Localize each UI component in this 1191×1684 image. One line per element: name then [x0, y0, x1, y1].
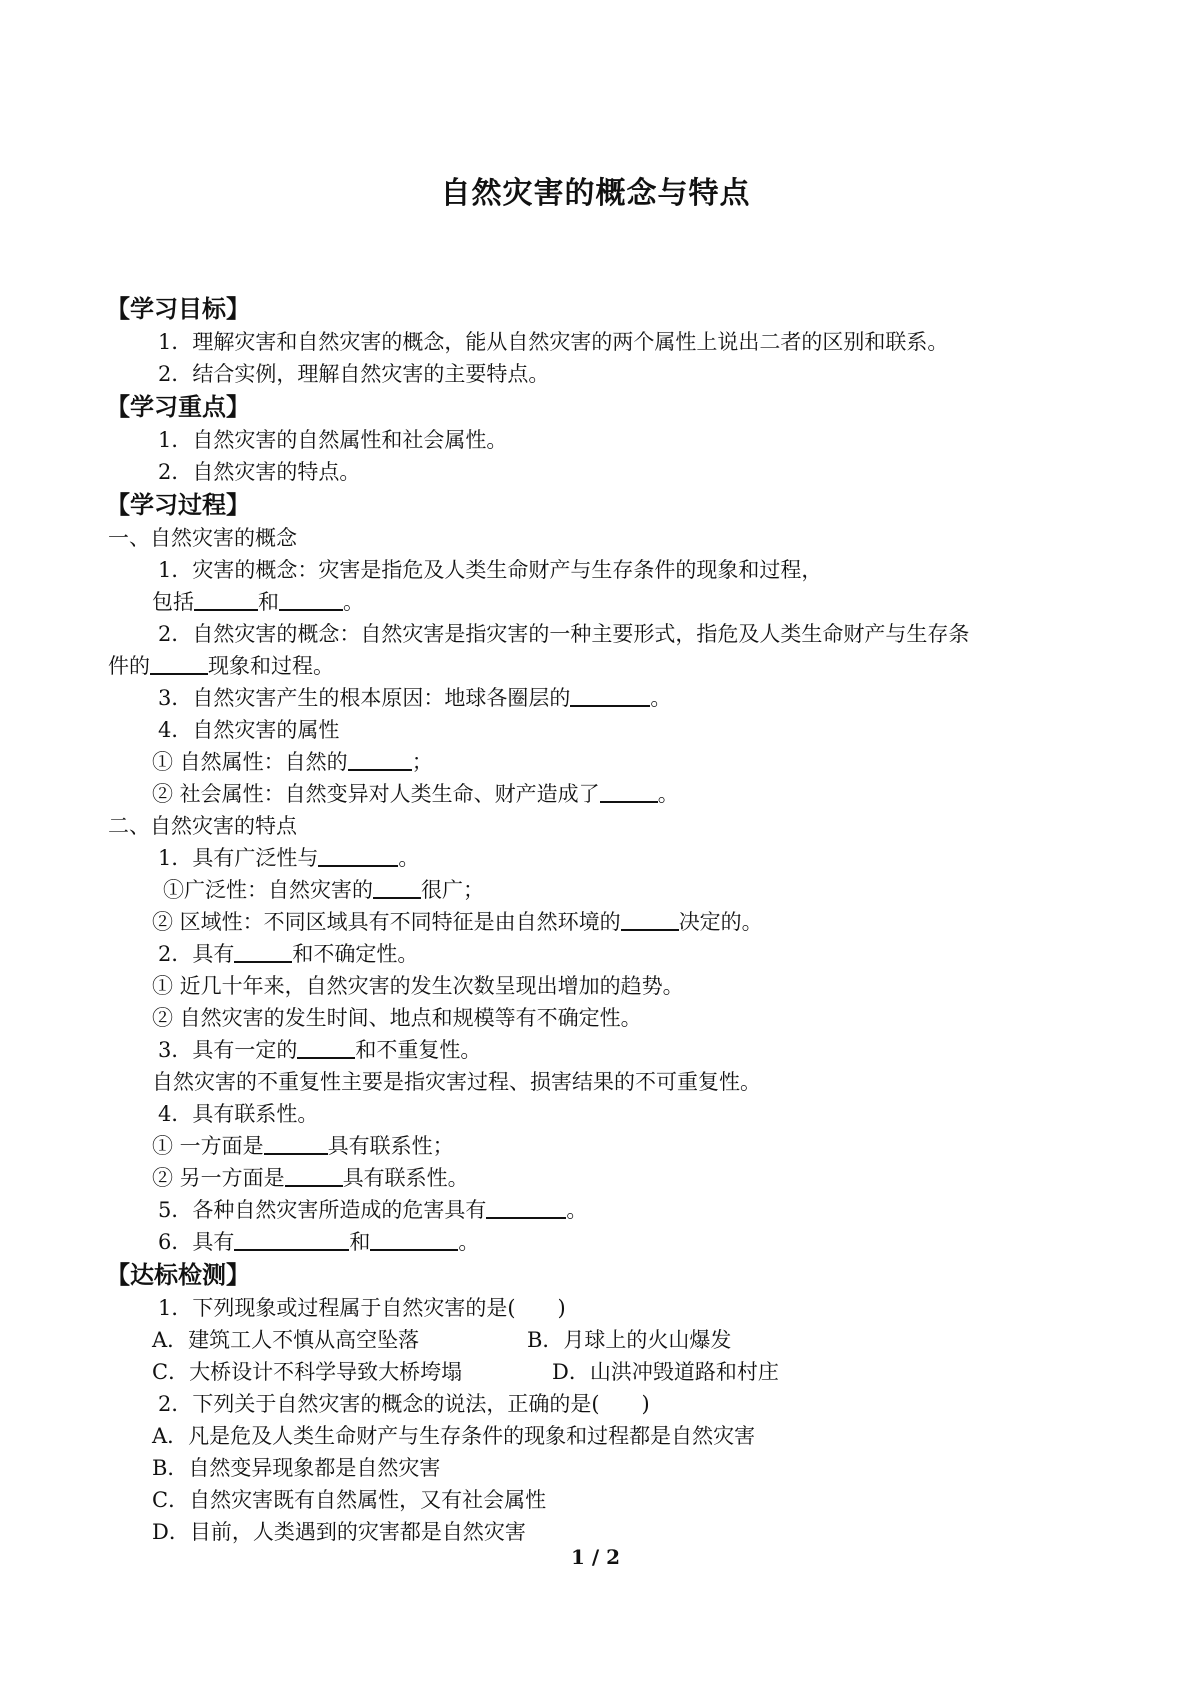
text-line: ① 近几十年来，自然灾害的发生次数呈现出增加的趋势。: [152, 974, 684, 998]
text-line: 1．灾害的概念：灾害是指危及人类生命财产与生存条件的现象和过程，: [158, 558, 823, 582]
text-line: 2．自然灾害的概念：自然灾害是指灾害的一种主要形式，指危及人类生命财产与生存条: [158, 622, 970, 646]
option-row: [0, 1356, 1191, 1388]
part-title: 二、自然灾害的特点: [108, 814, 297, 838]
focus-item: 1．自然灾害的自然属性和社会属性。: [158, 428, 508, 452]
text-line: 1．具有广泛性与 。: [0, 842, 1191, 874]
option: C．自然灾害既有自然属性，又有社会属性: [152, 1488, 547, 1512]
text-line: ① 一方面是 具有联系性；: [0, 1130, 1191, 1162]
question: 2．下列关于自然灾害的概念的说法，正确的是( ): [158, 1392, 650, 1416]
text-line: ② 区域性：不同区域具有不同特征是由自然环境的 决定的。: [0, 906, 1191, 938]
text-line: 6．具有 和 。: [0, 1226, 1191, 1258]
goal-item: 1．理解灾害和自然灾害的概念，能从自然灾害的两个属性上说出二者的区别和联系。: [158, 330, 949, 354]
option: C．大桥设计不科学导致大桥垮塌: [152, 1360, 463, 1384]
fill-blank: [234, 1227, 349, 1251]
fill-blank: [373, 875, 421, 899]
option: A．凡是危及人类生命财产与生存条件的现象和过程都是自然灾害: [152, 1424, 756, 1448]
page-title: 自然灾害的概念与特点: [440, 176, 751, 211]
fill-blank: [150, 651, 208, 675]
option: B．自然变异现象都是自然灾害: [152, 1456, 441, 1480]
document-body: [0, 292, 1191, 1548]
page-number: 1 / 2: [570, 1545, 621, 1569]
fill-blank: [486, 1195, 566, 1219]
option: D．山洪冲毁道路和村庄: [552, 1360, 779, 1384]
text-line: 4．具有联系性。: [158, 1102, 319, 1126]
fill-blank: [279, 587, 343, 611]
text-line: 3．自然灾害产生的根本原因：地球各圈层的 。: [0, 682, 1191, 714]
section-heading-goals: 【学习目标】: [106, 295, 250, 323]
fill-blank: [600, 779, 658, 803]
fill-blank: [621, 907, 679, 931]
fill-blank: [297, 1035, 355, 1059]
fill-blank: [285, 1163, 343, 1187]
text-line: ①广泛性：自然灾害的 很广；: [0, 874, 1191, 906]
text-line: 4．自然灾害的属性: [158, 718, 340, 742]
text-line: ① 自然属性：自然的 ；: [0, 746, 1191, 778]
section-heading-focus: 【学习重点】: [106, 393, 250, 421]
option: D．目前，人类遇到的灾害都是自然灾害: [152, 1520, 526, 1544]
fill-blank: [318, 843, 398, 867]
text-line: 3．具有一定的 和不重复性。: [0, 1034, 1191, 1066]
text-line: 自然灾害的不重复性主要是指灾害过程、损害结果的不可重复性。: [152, 1070, 761, 1094]
text-line: 件的 现象和过程。: [0, 650, 1191, 682]
option-row: [0, 1324, 1191, 1356]
section-heading-test: 【达标检测】: [106, 1261, 250, 1289]
focus-item: 2．自然灾害的特点。: [158, 460, 361, 484]
question: 1．下列现象或过程属于自然灾害的是( ): [158, 1296, 566, 1320]
text-line: 2．具有 和不确定性。: [0, 938, 1191, 970]
part-title: 一、自然灾害的概念: [108, 526, 297, 550]
fill-blank: [348, 747, 412, 771]
text-line: ② 另一方面是 具有联系性。: [0, 1162, 1191, 1194]
option: B．月球上的火山爆发: [527, 1328, 732, 1352]
text-line: ② 社会属性：自然变异对人类生命、财产造成了 。: [0, 778, 1191, 810]
fill-blank: [370, 1227, 458, 1251]
goal-item: 2．结合实例，理解自然灾害的主要特点。: [158, 362, 550, 386]
option: A．建筑工人不慎从高空坠落: [152, 1328, 420, 1352]
text-line: ② 自然灾害的发生时间、地点和规模等有不确定性。: [152, 1006, 642, 1030]
fill-blank: [570, 683, 650, 707]
fill-blank: [264, 1131, 328, 1155]
section-heading-process: 【学习过程】: [106, 491, 250, 519]
fill-blank: [234, 939, 292, 963]
fill-blank: [194, 587, 258, 611]
text-line: 5．各种自然灾害所造成的危害具有 。: [0, 1194, 1191, 1226]
text-line: 包括 和 。: [0, 586, 1191, 618]
